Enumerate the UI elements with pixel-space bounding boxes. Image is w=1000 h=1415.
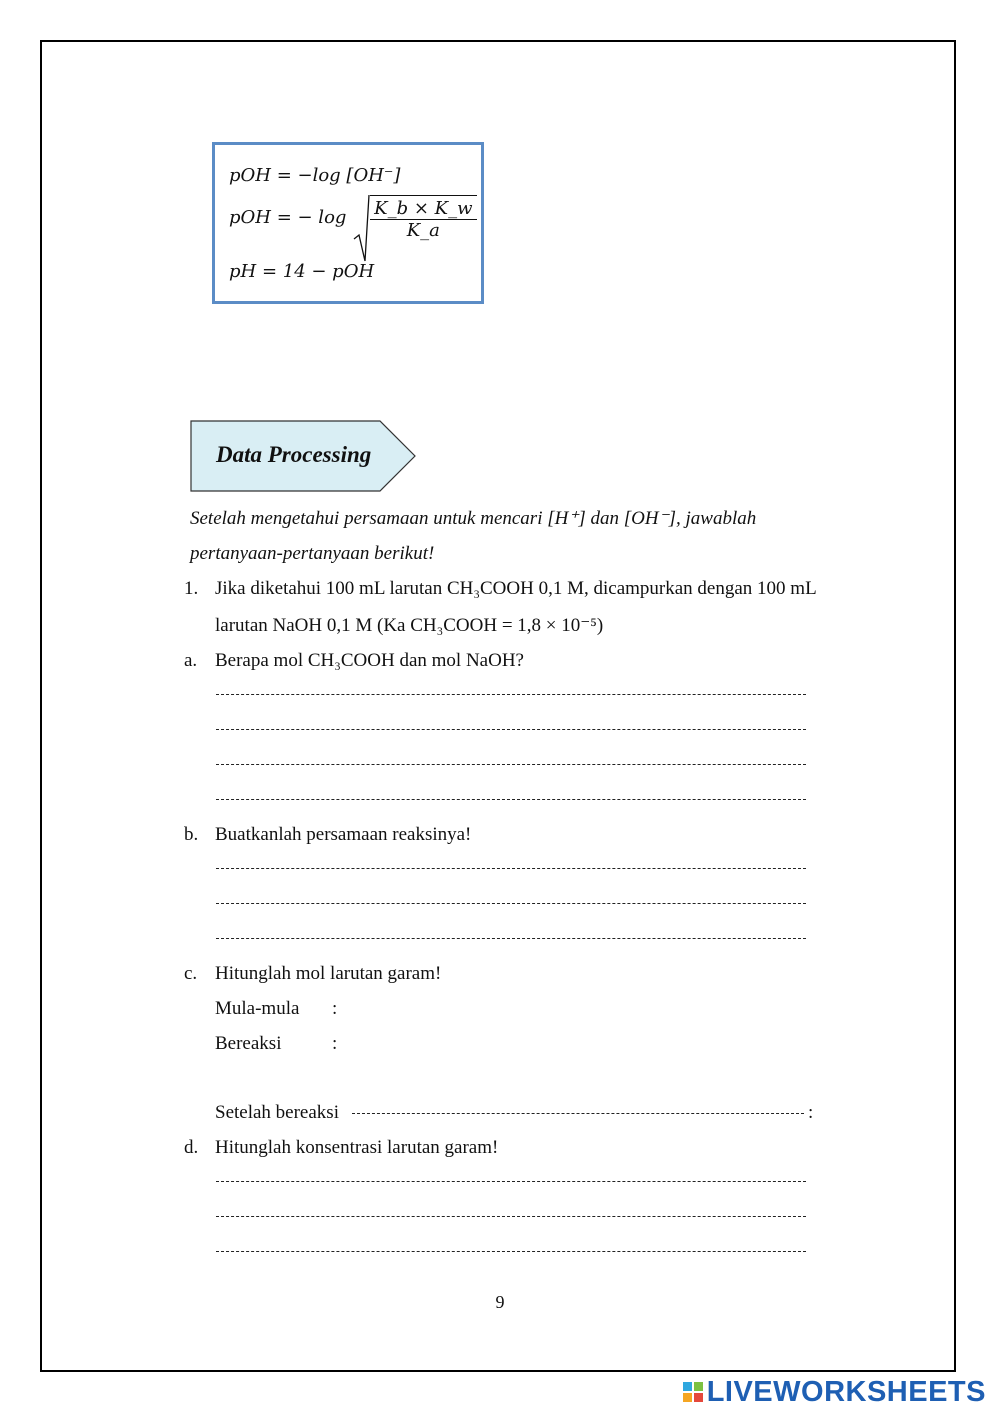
- intro-line-1: Setelah mengetahui persamaan untuk mencari [H⁺] dan [OH⁻], jawablah: [190, 508, 757, 529]
- answer-line-a2[interactable]: [216, 729, 806, 730]
- liveworksheets-logo[interactable]: [683, 1376, 986, 1408]
- subquestion-c-text: Hitunglah mol larutan garam!: [215, 963, 442, 984]
- answer-line-a3[interactable]: [216, 764, 806, 765]
- fraction-denominator: K_a: [406, 220, 440, 241]
- question-text-line-2: larutan NaOH 0,1 M (Ka CH₃COOH = 1,8 × 10⁻⁵): [215, 615, 604, 636]
- sqrt-icon: [352, 195, 370, 263]
- formula-line-3: pH = 14 − pOH: [229, 261, 375, 282]
- answer-line-d2[interactable]: [216, 1216, 806, 1217]
- setelah-bereaksi-colon: :: [808, 1102, 814, 1123]
- banner-title: Data Processing: [216, 442, 372, 467]
- formula-poh-sqrt: [229, 195, 477, 241]
- mula-mula-colon: :: [332, 998, 338, 1019]
- answer-line-d3[interactable]: [216, 1251, 806, 1252]
- intro-line-2: pertanyaan-pertanyaan berikut!: [190, 543, 435, 564]
- liveworksheets-logo-icon: [683, 1382, 703, 1402]
- answer-line-a4[interactable]: [216, 799, 806, 800]
- formula-line-1: pOH = −log [OH⁻]: [229, 165, 401, 186]
- section-banner: [190, 420, 416, 492]
- formula-poh-log: [229, 165, 400, 186]
- formula-line-2-lhs: pOH = − log: [229, 207, 347, 228]
- subquestion-d-text: Hitunglah konsentrasi larutan garam!: [215, 1137, 499, 1158]
- subquestion-a-label: a.: [184, 650, 198, 671]
- question-text-line-1: Jika diketahui 100 mL larutan CH₃COOH 0,1 M, dicampurkan dengan 100 mL: [215, 578, 817, 599]
- liveworksheets-brand-text: LIVEWORKSHEETS: [706, 1375, 986, 1408]
- setelah-bereaksi-label: Setelah bereaksi: [215, 1102, 339, 1123]
- page-number: 9: [495, 1292, 505, 1312]
- subquestion-a-text: Berapa mol CH₃COOH dan mol NaOH?: [215, 650, 524, 671]
- answer-line-a1[interactable]: [216, 694, 806, 695]
- setelah-bereaksi-line[interactable]: [352, 1113, 804, 1114]
- page-frame: [40, 40, 956, 1372]
- mula-mula-label: Mula-mula: [215, 998, 300, 1019]
- sqrt-radical: [352, 195, 476, 241]
- subquestion-b-label: b.: [184, 824, 199, 845]
- question-number: 1.: [184, 578, 199, 599]
- answer-line-b3[interactable]: [216, 938, 806, 939]
- formula-box: [212, 142, 484, 304]
- answer-line-d1[interactable]: [216, 1181, 806, 1182]
- fraction-numerator: K_b × K_w: [370, 198, 476, 220]
- subquestion-c-label: c.: [184, 963, 198, 984]
- subquestion-d-label: d.: [184, 1137, 199, 1158]
- answer-line-b1[interactable]: [216, 868, 806, 869]
- bereaksi-colon: :: [332, 1033, 338, 1054]
- formula-ph: [229, 261, 374, 282]
- bereaksi-label: Bereaksi: [215, 1033, 282, 1054]
- formula-fraction: [370, 198, 476, 241]
- answer-line-b2[interactable]: [216, 903, 806, 904]
- subquestion-b-text: Buatkanlah persamaan reaksinya!: [215, 824, 472, 845]
